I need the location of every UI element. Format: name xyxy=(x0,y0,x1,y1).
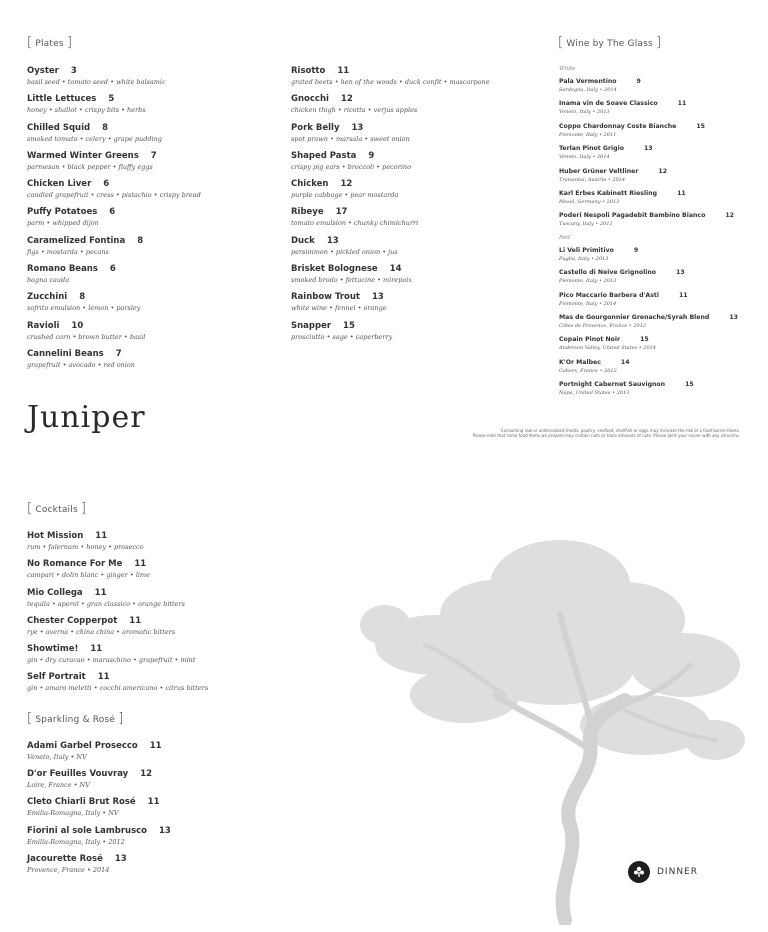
item-name: Mio Collega xyxy=(27,587,83,598)
menu-item xyxy=(27,616,208,644)
plates-column-1 xyxy=(27,66,201,377)
wine-item xyxy=(559,168,738,190)
wine-item xyxy=(559,78,738,100)
item-price: 6 xyxy=(103,179,110,190)
item-name: Poderi Nespoli Pagadebit Bambino Bianco xyxy=(559,212,706,220)
item-name: Fiorini al sole Lambrusco xyxy=(27,825,148,836)
item-name: Inama vin de Soave Classico xyxy=(559,100,658,108)
item-name: Karl Erbes Kabinett Riesling xyxy=(559,189,658,197)
wine-item xyxy=(559,212,738,234)
item-price: 13 xyxy=(729,313,738,321)
item-name: Hot Mission xyxy=(27,531,84,541)
item-desc: Veneto, Italy • 2013 xyxy=(559,109,610,116)
item-desc: white wine • fennel • orange xyxy=(291,304,387,313)
item-desc: Loire, France • NV xyxy=(27,781,90,790)
item-price: 10 xyxy=(71,320,84,331)
item-name: Romano Beans xyxy=(27,264,98,275)
item-name: Coppo Chardonnay Coste Bianche xyxy=(559,122,677,130)
item-name: K'Or Malbec xyxy=(559,358,601,366)
sparkling-heading-text: Sparkling & Rosé xyxy=(35,715,116,725)
menu-item xyxy=(291,66,490,94)
menu-item xyxy=(27,292,201,320)
item-desc: Emilia-Romagna, Italy • 2012 xyxy=(27,837,125,846)
item-desc: prosciutto • sage • caperberry xyxy=(291,332,393,341)
item-name: Li Veli Primitivo xyxy=(559,246,614,254)
menu-item xyxy=(27,94,201,122)
item-desc: grated beets • hen of the woods • duck confit • mascarpone xyxy=(291,78,490,86)
item-price: 13 xyxy=(372,292,384,303)
item-price: 12 xyxy=(725,212,734,220)
wine-item xyxy=(559,145,738,167)
wine-item xyxy=(559,292,738,314)
menu-item xyxy=(27,264,201,292)
wine-white-label: White xyxy=(559,66,576,72)
item-desc: smoked tomato • celery • grape pudding xyxy=(27,134,162,143)
item-name: Chicken xyxy=(291,179,329,190)
menu-item xyxy=(27,123,201,151)
item-desc: parmesan • black pepper • fluffy eggs xyxy=(27,162,153,171)
menu-item xyxy=(27,854,171,882)
menu-item xyxy=(27,769,171,797)
menu-item xyxy=(27,826,171,854)
item-name: Mas de Gourgonnier Grenache/Syrah Blend xyxy=(559,313,710,321)
item-name: Chilled Squid xyxy=(27,122,91,133)
cocktails-heading-text: Cocktails xyxy=(35,505,78,515)
menu-item xyxy=(27,672,208,700)
wine-heading: [ Wine by The Glass ] xyxy=(558,35,662,50)
menu-item xyxy=(291,151,490,179)
plates-heading-text: Plates xyxy=(35,39,64,49)
item-desc: figs • mostarda • pecans xyxy=(27,247,109,256)
item-desc: chicken thigh • ricotta • verjus apples xyxy=(291,106,418,115)
menu-item xyxy=(291,292,490,320)
item-desc: Napa, United States • 2013 xyxy=(559,390,630,397)
wine-item xyxy=(559,247,738,269)
item-name: Cannelini Beans xyxy=(27,348,104,359)
item-price: 13 xyxy=(351,122,364,133)
menu-item xyxy=(291,179,490,207)
menu-item xyxy=(27,588,208,616)
menu-item xyxy=(27,531,208,559)
wine-item xyxy=(559,100,738,122)
item-desc: tequila • aperol • gran classico • orange bitters xyxy=(27,599,185,608)
item-name: Snapper xyxy=(291,320,332,331)
item-name: No Romance For Me xyxy=(27,559,123,570)
item-price: 5 xyxy=(108,94,115,105)
menu-item xyxy=(27,151,201,179)
item-name: Risotto xyxy=(291,66,326,76)
item-desc: gin • amaro meletti • cocchi americano • citrus bitters xyxy=(27,684,209,693)
item-desc: Traisental, Austria • 2014 xyxy=(559,176,626,183)
wine-red-label: Red xyxy=(559,234,570,241)
item-desc: basil seed • tomato seed • white balsamic xyxy=(27,78,166,86)
item-price: 11 xyxy=(677,189,686,197)
item-desc: Piemonte, Italy • 2011 xyxy=(559,131,617,138)
item-name: Adami Garbel Prosecco xyxy=(27,741,138,751)
disclaimer xyxy=(440,428,740,438)
item-name: Jacourette Rosé xyxy=(27,853,103,864)
item-desc: Mosel, Germany • 2013 xyxy=(559,198,620,205)
menu-item xyxy=(27,207,201,235)
item-desc: Piemonte, Italy • 2014 xyxy=(559,300,617,307)
item-desc: sofrito emulsion • lemon • parsley xyxy=(27,304,141,313)
item-price: 13 xyxy=(676,269,685,277)
menu-item xyxy=(291,264,490,292)
item-price: 15 xyxy=(685,381,694,389)
cocktails-heading: [ Cocktails ] xyxy=(27,501,87,516)
item-price: 11 xyxy=(678,291,688,299)
menu-item xyxy=(27,741,171,769)
item-name: Showtime! xyxy=(27,644,79,655)
item-name: Self Portrait xyxy=(27,672,86,683)
item-price: 11 xyxy=(134,559,147,570)
item-price: 15 xyxy=(343,320,355,331)
item-desc: crispy pig ears • broccoli • pecorino xyxy=(291,162,412,171)
wine-item xyxy=(559,314,738,336)
menu-item xyxy=(27,179,201,207)
item-name: Oyster xyxy=(27,66,59,76)
item-price: 9 xyxy=(368,150,375,161)
item-price: 15 xyxy=(696,122,705,130)
item-desc: rum • falernum • honey • prosecco xyxy=(27,543,144,551)
plates-column-2 xyxy=(291,66,490,349)
item-price: 9 xyxy=(633,246,639,254)
menu-item xyxy=(27,644,208,672)
item-name: Huber Grüner Veltliner xyxy=(559,167,639,175)
item-name: Caramelized Fontina xyxy=(27,235,126,246)
item-desc: campari • dolin blanc • ginger • lime xyxy=(27,571,150,580)
item-price: 7 xyxy=(115,348,122,359)
item-price: 12 xyxy=(658,167,668,175)
item-price: 11 xyxy=(149,741,162,751)
item-price: 7 xyxy=(150,150,157,161)
wine-item xyxy=(559,381,738,403)
dinner-footer xyxy=(628,861,698,883)
item-name: Portnight Cabernet Sauvignon xyxy=(559,381,666,389)
menu-item xyxy=(291,123,490,151)
item-desc: honey • shallot • crispy bits • herbs xyxy=(27,106,146,115)
item-desc: Tuscany, Italy • 2011 xyxy=(559,221,613,228)
menu-item xyxy=(291,207,490,235)
item-name: Chicken Liver xyxy=(27,179,92,190)
cocktails-list xyxy=(27,531,208,701)
item-price: 9 xyxy=(636,78,641,85)
item-desc: candied grapefruit • cress • pistachio • crispy bread xyxy=(27,191,201,200)
item-name: Cleto Chiarli Brut Rosé xyxy=(27,797,136,808)
wine-item xyxy=(559,269,738,291)
item-price: 14 xyxy=(620,358,630,366)
item-price: 11 xyxy=(90,644,103,655)
item-price: 14 xyxy=(389,264,402,275)
menu-item xyxy=(27,321,201,349)
item-name: D'or Feuilles Vouvray xyxy=(27,769,129,780)
item-price: 6 xyxy=(109,264,116,275)
item-price: 3 xyxy=(70,66,77,76)
item-name: Warmed Winter Greens xyxy=(27,150,139,161)
item-price: 8 xyxy=(102,122,109,133)
item-desc: purple cabbage • pear mostarda xyxy=(291,191,399,200)
item-price: 11 xyxy=(95,531,108,541)
menu-item xyxy=(27,66,201,94)
item-desc: Anderson Valley, United States • 2014 xyxy=(559,345,656,352)
menu-item xyxy=(27,797,171,825)
item-price: 13 xyxy=(114,853,127,864)
item-name: Shaped Pasta xyxy=(291,150,357,161)
item-desc: Sardegna, Italy • 2014 xyxy=(559,87,617,93)
wine-item xyxy=(559,336,738,358)
sparkling-list xyxy=(27,741,171,882)
item-price: 11 xyxy=(337,66,350,76)
wine-item xyxy=(559,359,738,381)
plates-heading: [ Plates ] xyxy=(27,35,73,50)
item-desc: Puglia, Italy • 2013 xyxy=(559,255,609,262)
item-desc: Provence, France • 2014 xyxy=(27,865,110,874)
item-name: Pico Maccario Barbera d'Asti xyxy=(559,291,659,299)
item-price: 12 xyxy=(140,769,153,780)
leaf-glyph xyxy=(632,865,646,879)
item-price: 6 xyxy=(109,207,116,218)
item-desc: grapefruit • avocado • red onion xyxy=(27,360,135,369)
item-price: 11 xyxy=(147,797,160,808)
disclaimer-line-2: Please note that some food items we prepare may contain nuts or trace amounts of nuts. Please alert your server with any concerns. xyxy=(472,433,740,438)
item-price: 17 xyxy=(335,207,348,218)
item-name: Duck xyxy=(291,235,315,246)
item-name: Little Lettuces xyxy=(27,94,97,105)
item-price: 12 xyxy=(340,94,353,105)
item-name: Terlan Pinot Grigio xyxy=(559,145,624,153)
item-desc: bagna cauda xyxy=(27,276,70,285)
item-name: Ribeye xyxy=(291,207,324,218)
menu-item xyxy=(291,236,490,264)
menu-item xyxy=(291,94,490,122)
item-desc: Côtes de Provence, France • 2012 xyxy=(559,322,647,329)
item-name: Brisket Bolognese xyxy=(291,264,378,275)
item-price: 8 xyxy=(79,292,86,303)
item-desc: parm • whipped dijon xyxy=(27,219,99,228)
item-name: Chester Copperpot xyxy=(27,615,118,626)
item-desc: Veneto, Italy • 2014 xyxy=(559,154,610,161)
item-price: 13 xyxy=(643,145,653,153)
item-name: Gnocchi xyxy=(291,94,329,105)
item-desc: spot prawn • marsala • sweet onion xyxy=(291,134,410,143)
item-name: Castello di Neive Grignolino xyxy=(559,269,657,277)
item-desc: crushed corn • brown butter • basil xyxy=(27,332,146,341)
item-price: 13 xyxy=(326,235,339,246)
item-name: Copain Pinot Noir xyxy=(559,336,621,344)
item-name: Pork Belly xyxy=(291,122,340,133)
item-desc: Piemonte, Italy • 2013 xyxy=(559,278,617,285)
wine-heading-text: Wine by The Glass xyxy=(566,39,653,49)
item-price: 13 xyxy=(159,825,171,836)
item-name: Rainbow Trout xyxy=(291,292,360,303)
item-price: 11 xyxy=(677,100,687,108)
item-price: 11 xyxy=(129,615,142,626)
juniper-leaf-icon xyxy=(628,861,650,883)
item-price: 8 xyxy=(137,235,144,246)
disclaimer-line-1: Consuming raw or undercooked meats, poultry, seafood, shellfish or eggs may increase the risk of a food-borne illness. xyxy=(500,428,740,433)
menu-item xyxy=(27,349,201,377)
item-desc: tomato emulsion • chunky chimichurri xyxy=(291,219,419,228)
juniper-logo: Juniper xyxy=(27,400,146,435)
wine-item xyxy=(559,190,738,212)
item-desc: gin • dry curacao • maraschino • grapefruit • mint xyxy=(27,656,196,665)
menu-item xyxy=(291,321,490,349)
item-name: Puffy Potatoes xyxy=(27,207,98,218)
item-name: Pala Vermentino xyxy=(559,78,617,85)
item-name: Ravioli xyxy=(27,320,60,331)
item-price: 15 xyxy=(640,336,649,344)
wine-item xyxy=(559,123,738,145)
sparkling-heading: [ Sparkling & Rosé ] xyxy=(27,711,124,726)
item-desc: persimmon • pickled onion • jus xyxy=(291,247,398,256)
wine-list xyxy=(559,66,738,403)
item-desc: smoked brodo • fettucine • mirepoix xyxy=(291,276,413,285)
menu-item xyxy=(27,236,201,264)
item-price: 11 xyxy=(97,672,110,683)
item-desc: rye • averna • china china • aromatic bitters xyxy=(27,627,176,636)
menu-item xyxy=(27,559,208,587)
item-price: 12 xyxy=(340,179,353,190)
item-desc: Cahors, France • 2012 xyxy=(559,367,617,374)
item-desc: Emilia-Romagna, Italy • NV xyxy=(27,809,119,818)
item-desc: Veneto, Italy • NV xyxy=(27,753,87,761)
dinner-label: DINNER xyxy=(657,867,698,877)
item-price: 11 xyxy=(94,587,107,598)
item-name: Zucchini xyxy=(27,292,68,303)
